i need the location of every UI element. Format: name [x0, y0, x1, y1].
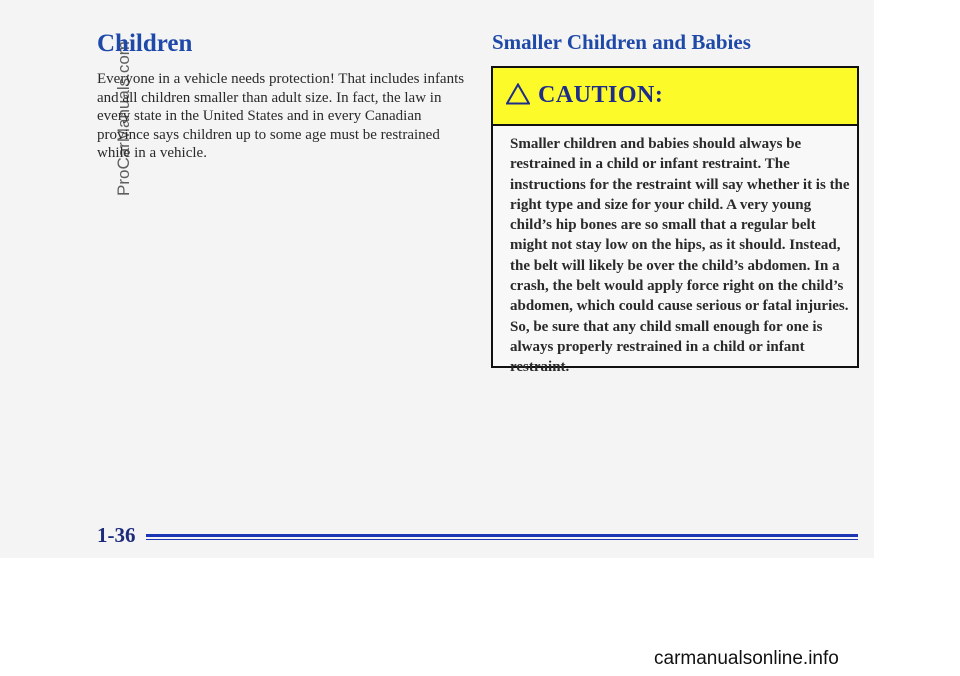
- caution-label: CAUTION:: [538, 82, 664, 108]
- caution-header: [493, 68, 857, 126]
- section-title-children: Children: [97, 30, 193, 57]
- footer-rule: [146, 534, 858, 537]
- caution-box: [491, 66, 859, 376]
- bottom-watermark: carmanualsonline.info: [654, 648, 839, 669]
- children-paragraph: Everyone in a vehicle needs protection! That includes infants and all children smaller than adult size. In fact, the law in every state in the United States and in every Canadian province says children up to some age must be restrained while in a vehicle.: [97, 71, 465, 161]
- section-title-smaller-children: Smaller Children and Babies: [492, 30, 751, 54]
- page-number: 1-36: [97, 523, 136, 547]
- caution-text: Smaller children and babies should always be restrained in a child or infant restraint. The instructions for the restraint will say whether it is the right type and size for your child. A very young child’s hip bones are so small that a regular belt might not stay low on the hips, as it should. Instead, the belt will likely be over the child’s abdomen. In a crash, the belt would apply force right on the child’s abdomen, which could cause serious or fatal injuries. So, be sure that any child small enough for one is always properly restrained in a child or infant restraint.: [510, 136, 850, 376]
- warning-triangle-icon: [506, 83, 530, 105]
- footer-rule-thin: [146, 539, 858, 540]
- side-watermark: ProCarManuals.com: [114, 41, 133, 196]
